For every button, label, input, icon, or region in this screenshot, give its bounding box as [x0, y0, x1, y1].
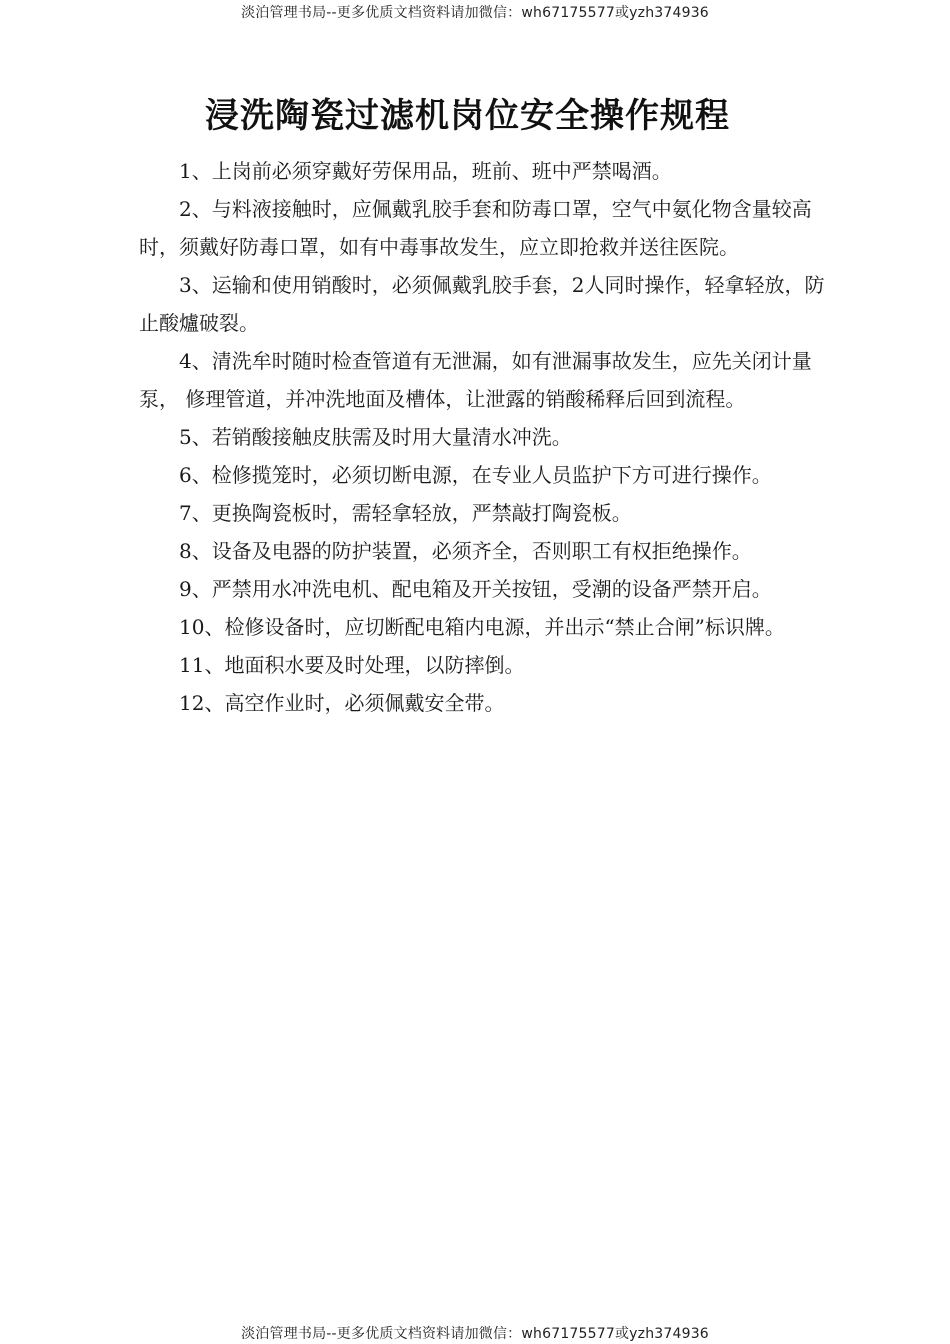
rule-item-1: 1、上岗前必须穿戴好劳保用品，班前、班中严禁喝酒。: [179, 159, 672, 183]
rule-item-11: 11、地面积水要及时处理，以防摔倒。: [179, 653, 525, 677]
rule-item-7: 7、更换陶瓷板时，需轻拿轻放，严禁敲打陶瓷板。: [179, 501, 632, 525]
rule-item-12: 12、高空作业时，必须佩戴安全带。: [179, 691, 505, 715]
document-title: 浸洗陶瓷过滤机岗位安全操作规程: [205, 96, 730, 136]
rule-item-2: 2、与料液接触时，应佩戴乳胶手套和防毒口罩，空气中氨化物含量较高时，须戴好防毒口罩，如有中毒事故发生，应立即抢救并送往医院。: [139, 197, 812, 259]
rule-item-10: 10、检修设备时，应切断配电箱内电源，并出示“禁止合闸”标识牌。: [179, 615, 785, 639]
rule-item-9: 9、严禁用水冲洗电机、配电箱及开关按钮，受潮的设备严禁开启。: [179, 577, 772, 601]
rule-item-5: 5、若销酸接触皮肤需及时用大量清水冲洗。: [179, 425, 572, 449]
rule-item-6: 6、检修揽笼时，必须切断电源，在专业人员监护下方可进行操作。: [179, 463, 772, 487]
rule-item-8: 8、设备及电器的防护装置，必须齐全，否则职工有权拒绝操作。: [179, 539, 752, 563]
page-footer: 淡泊管理书局--更多优质文档资料请加微信：wh67175577或yzh374936: [241, 1326, 709, 1342]
page-header: 淡泊管理书局--更多优质文档资料请加微信：wh67175577或yzh374936: [241, 5, 709, 21]
rule-item-4: 4、清洗牟时随时检查管道有无泄漏，如有泄漏事故发生，应先关闭计量泵， 修理管道，并冲洗地面及槽体，让泄露的销酸稀释后回到流程。: [139, 349, 812, 411]
rule-item-3: 3、运输和使用销酸时，必须佩戴乳胶手套，2人同时操作，轻拿轻放，防 止酸爐破裂。: [139, 273, 825, 335]
safety-rules-list: [139, 152, 839, 722]
